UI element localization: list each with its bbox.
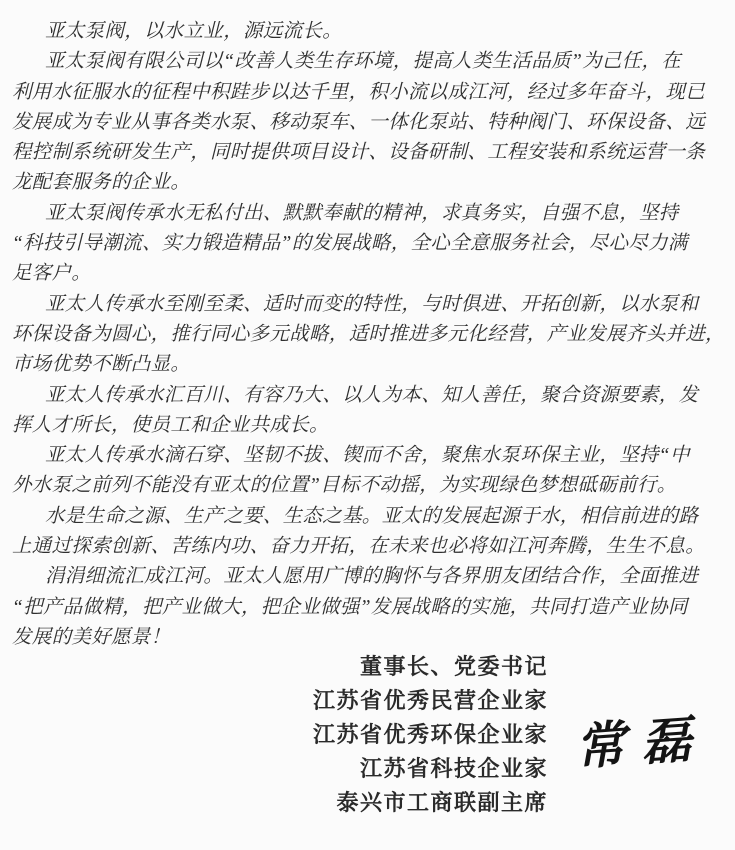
body-line: 程控制系统研发生产，同时提供项目设计、设备研制、工程安装和系统运营一条 (12, 142, 706, 164)
handwritten-signature: 常磊 (573, 710, 710, 776)
body-line: 亚太人传承水汇百川、有容乃大、以人为本、知人善任，聚合资源要素，发 (45, 384, 699, 406)
body-line: 足客户。 (12, 263, 92, 285)
body-line: 发展成为专业从事各类水泵、移动泵车、一体化泵站、特种阀门、环保设备、远 (12, 111, 706, 133)
title-science-technology-entrepreneur: 江苏省科技企业家 (359, 756, 548, 781)
body-line: 发展的美好愿景！ (12, 626, 171, 648)
body-line: “科技引导潮流、实力锻造精品”的发展战略，全心全意服务社会，尽心尽力满 (12, 233, 688, 255)
body-line: 涓涓细流汇成江河。亚太人愿用广博的胸怀与各界朋友团结合作，全面推进 (45, 566, 699, 588)
body-line: 外水泵之前列不能没有亚太的位置”目标不动摇，为实现绿色梦想砥砺前行。 (12, 475, 677, 497)
title-outstanding-environmental-entrepreneur: 江苏省优秀环保企业家 (312, 722, 548, 747)
signature-title-block (313, 650, 548, 820)
title-chairman: 董事长、党委书记 (359, 654, 548, 679)
title-federation-vice-chairman: 泰兴市工商联副主席 (336, 790, 548, 815)
body-line: 上通过探索创新、苦练内功、奋力开拓，在未来也必将如江河奔腾，生生不息。 (12, 536, 706, 558)
body-line: 亚太泵阀，以水立业，源远流长。 (45, 21, 343, 42)
body-line: 亚太人传承水滴石穿、坚韧不拔、锲而不舍，聚焦水泵环保主业，坚持“中 (45, 445, 690, 467)
body-line: 龙配套服务的企业。 (12, 172, 191, 194)
body-line: 亚太人传承水至刚至柔、适时而变的特性，与时俱进、开拓创新，以水泵和 (45, 293, 699, 315)
body-line: 水是生命之源、生产之要、生态之基。亚太的发展起源于水，相信前进的路 (45, 505, 699, 527)
body-line: 亚太泵阀传承水无私付出、默默奉献的精神，求真务实，自强不息，坚持 (45, 202, 679, 224)
body-line: 利用水征服水的征程中积跬步以达千里，积小流以成江河，经过多年奋斗，现已 (12, 81, 706, 103)
body-line: 市场优势不断凸显。 (12, 354, 191, 376)
body-line: 亚太泵阀有限公司以“改善人类生存环境，提高人类生活品质”为己任，在 (45, 51, 682, 73)
letter-body (12, 17, 723, 653)
title-outstanding-private-entrepreneur: 江苏省优秀民营企业家 (312, 688, 548, 713)
body-line: 环保设备为圆心，推行同心多元战略，适时推进多元化经营，产业发展齐头并进， (12, 323, 725, 345)
body-line: 挥人才所长，使员工和企业共成长。 (12, 414, 329, 436)
body-line: “把产品做精，把产业做大，把企业做强”发展战略的实施，共同打造产业协同 (12, 596, 688, 618)
